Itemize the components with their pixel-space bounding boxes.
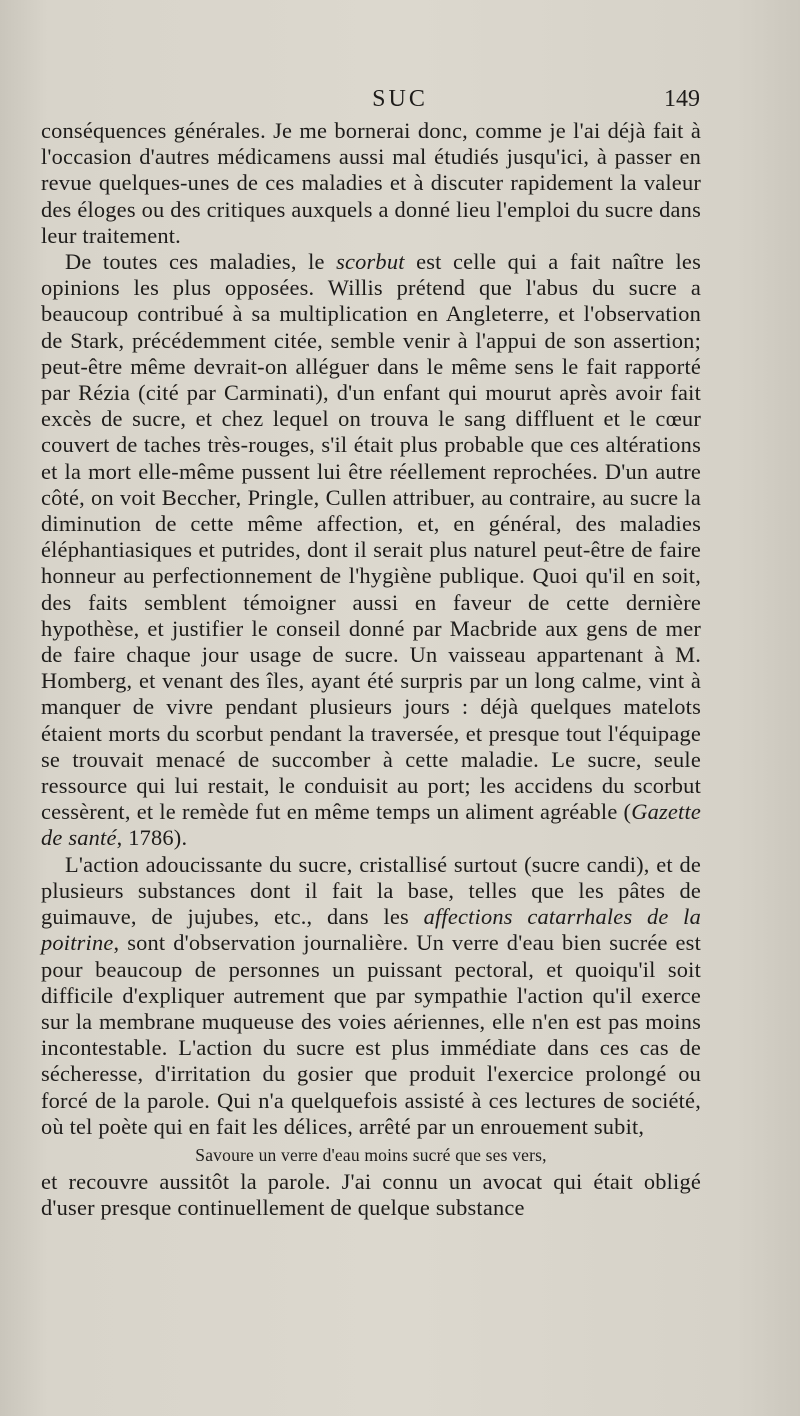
paragraph-final: et recouvre aussitôt la parole. J'ai connu un avocat qui était obligé d'user presque continuellement de quelque substance: [41, 1168, 701, 1221]
paragraph-text: De toutes ces maladies, le: [65, 249, 337, 275]
page-body: [41, 118, 701, 1221]
running-title: SUC: [372, 86, 428, 112]
paragraph-scorbut: [41, 249, 701, 852]
paragraph-text: L'action adoucissante du sucre, cristallisé surtout (sucre candi), et de plusieurs substances dont il fait la base, telles que les pâtes de guimauve, de jujubes, etc., dans les: [41, 851, 701, 930]
verse-quote: Savoure un verre d'eau moins sucré que ses vers,: [195, 1144, 547, 1165]
italic-term: scorbut: [336, 249, 405, 275]
paragraph-text: , 1786).: [116, 825, 188, 851]
italic-citation: Gazette de santé: [41, 799, 701, 851]
page-number: 149: [664, 86, 700, 112]
page-header: [0, 86, 800, 118]
italic-term: affections catarrhales de la poitrine: [41, 904, 701, 956]
paragraph-continuation: conséquences générales. Je me bornerai donc, comme je l'ai déjà fait à l'occasion d'autres médicamens aussi mal étudiés jusqu'ici, à passer en revue quelques-unes de ces maladies et à discuter rapidement la valeur des éloges ou des critiques auxquels a donné lieu l'emploi du sucre dans leur traitement.: [41, 118, 701, 248]
paragraph-catarrhales: [41, 852, 701, 1140]
paragraph-text: est celle qui a fait naître les opinions les plus opposées. Willis prétend que l'abus du sucre a beaucoup contribué à sa multiplication en Angleterre, et l'observation de Stark, précédemment citée, semble venir à l'appui de son assertion; peut-être même devrait-on alléguer dans le même sens le fait rapporté par Rézia (cité par Carminati), d'un enfant qui mourut après avoir fait excès de sucre, et chez lequel on trouva le sang diffluent et le cœur couvert de taches très-rouges, s'il était plus probable que ces altérations et la mort elle-même pussent lui être réellement reprochées. D'un autre côté, on voit Beccher, Pringle, Cullen attribuer, au contraire, au sucre la diminution de cette même affection, et, en général, des maladies éléphantiasiques et putrides, dont il serait plus naturel peut-être de faire honneur au perfectionnement de l'hygiène publique. Quoi qu'il en soit, des faits semblent témoigner aussi en faveur de cette dernière hypothèse, et justifier le conseil donné par Macbride aux gens de mer de faire chaque jour usage de sucre. Un vaisseau appartenant à M. Homberg, et venant des îles, ayant été surpris par un long calme, vint à manquer de vivre pendant plusieurs jours : déjà quelques matelots étaient morts du scorbut pendant la traversée, et presque tout l'équipage se trouvait menacé de succomber à cette maladie. Le sucre, seule ressource qui lui restait, le conduisit au port; les accidens du scorbut cessèrent, et le remède fut en même temps un aliment agréable (: [41, 249, 701, 825]
paragraph-text: , sont d'observation journalière. Un verre d'eau bien sucrée est pour beaucoup de personnes un puissant pectoral, et quoiqu'il soit difficile d'expliquer autrement que par sympathie l'action qu'il exerce sur la membrane muqueuse des voies aériennes, elle n'en est pas moins incontestable. L'action du sucre est plus immédiate dans ces cas de sécheresse, d'irritation du gosier que produit l'exercice prolongé ou forcé de la parole. Qui n'a quelquefois assisté à ces lectures de société, où tel poète qui en fait les délices, arrêté par un enrouement subit,: [41, 930, 701, 1139]
